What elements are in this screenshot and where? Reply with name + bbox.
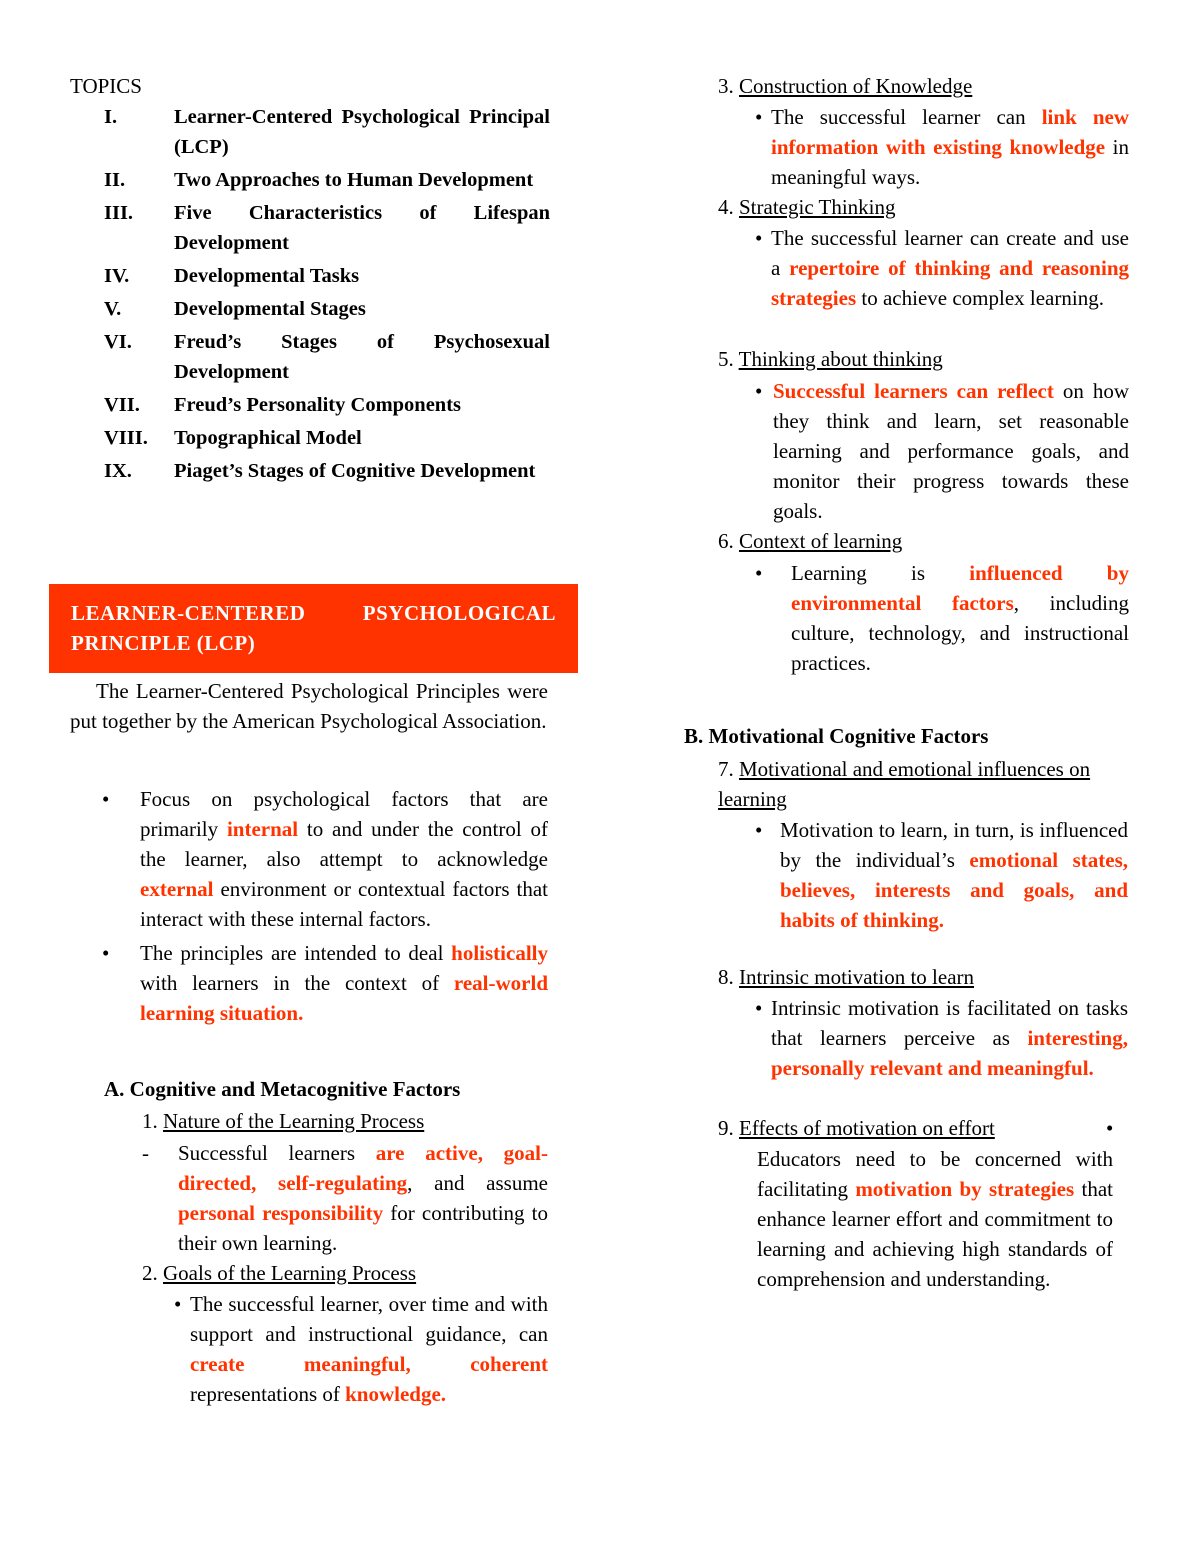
highlight-text: internal (226, 817, 299, 841)
item-number: 6. (718, 529, 739, 553)
item-5-body (773, 376, 1129, 526)
topic-title: Piaget’s Stages of Cognitive Development (174, 460, 536, 482)
text-run: Intrinsic motivation is facilitated on tasks that learners perceive as (771, 996, 1128, 1050)
banner-line-1: LEARNER-CENTERED PSYCHOLOGICAL (71, 601, 556, 625)
topic-number: IV. (104, 265, 130, 287)
highlight-text: motivation by strategies (855, 1177, 1075, 1201)
item-number: 4. (718, 195, 739, 219)
item-7-title (718, 754, 1123, 814)
item-number: 1. (142, 1109, 163, 1133)
item-title-text: Construction of Knowledge (739, 74, 973, 98)
topic-number: II. (104, 169, 126, 191)
text-run: environment or contextual factors that interact with these internal factors. (140, 877, 548, 931)
lcp-section-banner (49, 584, 578, 673)
topic-number: VII. (104, 394, 140, 416)
bullet-marker: • (755, 226, 763, 250)
highlight-text: create meaningful, coherent (190, 1352, 548, 1376)
item-number: 3. (718, 74, 739, 98)
topic-item (70, 423, 550, 453)
text-run: Focus on psychological factors that are primarily (140, 787, 548, 841)
text-run: , including culture, technology, and instructional practices. (791, 591, 1129, 675)
item-title-text: Effects of motivation on effort (739, 1116, 995, 1140)
item-title-text: Thinking about thinking (738, 347, 943, 371)
topic-title: Freud’s Personality Components (174, 394, 461, 416)
item-6-body (791, 558, 1129, 678)
text-run: Successful learners (178, 1141, 376, 1165)
highlight-text: Successful learners can reflect (773, 379, 1054, 403)
item-title-text: Goals of the Learning Process (163, 1261, 417, 1285)
topic-item (70, 198, 550, 258)
topics-title: TOPICS (70, 74, 142, 98)
highlight-text: external (140, 877, 214, 901)
topic-title: Developmental Tasks (174, 265, 360, 287)
item-title-text: Motivational and emotional influences on learning (718, 757, 1091, 811)
bullet-marker: • (1106, 1116, 1114, 1140)
item-4-body (771, 223, 1129, 313)
item-title-text: Nature of the Learning Process (163, 1109, 425, 1133)
text-run: on how they think and learn, set reasonable learning and performance goals, and monitor their progress towards these goals. (773, 379, 1129, 523)
topic-title: Developmental Stages (174, 298, 366, 320)
item-1-title (142, 1106, 424, 1136)
item-2-body (190, 1289, 548, 1409)
topic-number: V. (104, 298, 122, 320)
item-7-body (780, 815, 1128, 935)
topic-number: VI. (104, 331, 132, 353)
topic-number: IX. (104, 460, 132, 482)
topic-item (70, 456, 550, 486)
highlight-text: real-world learning situation. (140, 971, 548, 1025)
topics-list (70, 102, 550, 486)
topic-item (70, 261, 550, 291)
highlight-text: link new information with existing knowledge (771, 105, 1129, 159)
topic-title: Five Characteristics of Lifespan Development (174, 202, 550, 254)
text-run: to achieve complex learning. (856, 286, 1104, 310)
text-run: The successful learner can (771, 105, 1042, 129)
item-6-title (718, 526, 902, 556)
list-item (100, 784, 548, 934)
topic-item (70, 390, 550, 420)
text-run: Motivation to learn, in turn, is influenced by the individual’s (780, 818, 1128, 872)
highlight-text: holistically (451, 941, 548, 965)
highlight-text: are active, goal-directed, self-regulating (178, 1141, 548, 1195)
item-9-title (718, 1113, 995, 1143)
item-5-title (718, 344, 943, 374)
intro-paragraph: The Learner-Centered Psychological Principles were put together by the American Psychological Association. (70, 679, 548, 733)
item-number: 9. (718, 1116, 739, 1140)
dash-marker: - (142, 1141, 149, 1165)
lcp-bullet-list (100, 784, 548, 1032)
topic-number: VIII. (104, 427, 148, 449)
item-number: 2. (142, 1261, 163, 1285)
text-run: in meaningful ways. (771, 135, 1129, 189)
item-8-title (718, 962, 974, 992)
bullet-marker: • (174, 1292, 182, 1316)
topics-section (70, 70, 550, 489)
text-run: The principles are intended to deal (140, 941, 452, 965)
item-title-text: Intrinsic motivation to learn (739, 965, 975, 989)
text-run: with learners in the context of (140, 971, 454, 995)
highlight-text: interesting, personally relevant and meaningful. (771, 1026, 1128, 1080)
highlight-text: repertoire of thinking and reasoning strategies (771, 256, 1129, 310)
text-run: to and under the control of the learner, also attempt to acknowledge (140, 817, 548, 871)
highlight-text: emotional states, believes, interests and goals, and habits of thinking. (780, 848, 1128, 932)
topic-item (70, 165, 550, 195)
item-3-title (718, 71, 972, 101)
section-a-heading: A. Cognitive and Metacognitive Factors (104, 1077, 461, 1101)
text-run: that enhance learner effort and commitment to learning and achieving high standards of comprehension and understanding. (757, 1177, 1113, 1291)
banner-line-2: PRINCIPLE (LCP) (71, 631, 256, 655)
bullet-marker: • (755, 996, 763, 1020)
topic-item (70, 327, 550, 387)
topic-number: III. (104, 202, 134, 224)
text-run: The successful learner can create and use a (771, 226, 1129, 280)
bullet-marker: • (755, 379, 763, 403)
item-8-body (771, 993, 1128, 1083)
item-title-text: Strategic Thinking (739, 195, 896, 219)
topic-title: Freud’s Stages of Psychosexual Development (174, 331, 550, 383)
topic-title: Two Approaches to Human Development (174, 169, 534, 191)
item-title-text: Context of learning (739, 529, 903, 553)
text-run: Educators need to be concerned with facilitating (757, 1147, 1113, 1201)
text-run: representations of (190, 1382, 346, 1406)
section-b-heading: B. Motivational Cognitive Factors (684, 724, 989, 748)
highlight-text: influenced by environmental factors (791, 561, 1129, 615)
topic-item (70, 102, 550, 162)
item-2-title (142, 1258, 416, 1288)
item-4-title (718, 192, 896, 222)
bullet-marker: • (755, 105, 763, 129)
item-number: 8. (718, 965, 739, 989)
item-9-body (757, 1144, 1113, 1294)
text-run: The successful learner, over time and with support and instructional guidance, can (190, 1292, 548, 1346)
item-number: 5. (718, 347, 739, 371)
topic-item (70, 294, 550, 324)
item-1-body (178, 1138, 548, 1258)
topic-title: Learner-Centered Psychological Principal (LCP) (174, 106, 550, 158)
highlight-text: knowledge. (345, 1382, 447, 1406)
list-item (100, 938, 548, 1028)
topic-number: I. (104, 106, 118, 128)
text-run: Learning is (791, 561, 970, 585)
text-run: , and assume (407, 1171, 548, 1195)
text-run: for contributing to their own learning. (178, 1201, 548, 1255)
bullet-marker: • (755, 818, 763, 842)
item-number: 7. (718, 757, 739, 781)
item-3-body (771, 102, 1129, 192)
topic-title: Topographical Model (174, 427, 362, 449)
highlight-text: personal responsibility (178, 1201, 384, 1225)
bullet-marker: • (755, 561, 763, 585)
